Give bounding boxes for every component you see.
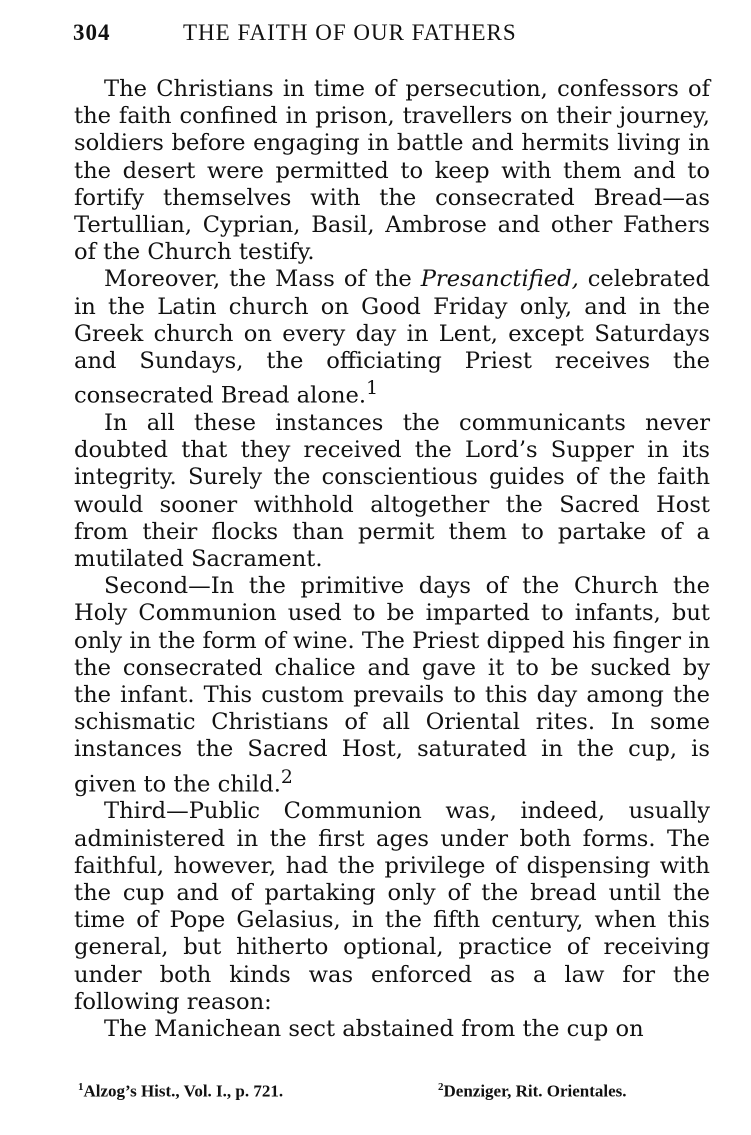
- emphasis-presanctified: Presanctified,: [420, 266, 579, 293]
- paragraph-1: [74, 76, 710, 266]
- paragraph-text: Third—Public Communion was, indeed, usually administered in the first ages under both forms. The faithful, however, had the privilege of dispensing with the cup and of partaking only of the bread until the time of Pope Gelasius, in the fifth century, when this general, but hitherto optional, practice of receiving under both kinds was enforced as a law for the following reason:: [74, 798, 710, 1015]
- page-number: 304: [73, 20, 111, 45]
- footnote-text: Alzog’s Hist., Vol. I., p. 721.: [83, 1081, 284, 1101]
- paragraph-text: In all these instances the communicants never doubted that they received the Lord’s Supper in its integrity. Surely the conscientious guides of the faith would sooner withhold altogether the Sacred Host from their flocks than permit them to partake of a mutilated Sacrament.: [74, 409, 710, 572]
- paragraph-text: Moreover, the Mass of the: [104, 266, 421, 293]
- footnote-ref-1: 1: [366, 378, 379, 400]
- page-header: [73, 20, 713, 50]
- footnote-2: [438, 1081, 627, 1102]
- paragraph-text: The Manichean sect abstained from the cup on: [104, 1015, 644, 1042]
- footnote-1: [78, 1081, 283, 1102]
- paragraph-text: Second—In the primitive days of the Church the Holy Communion used to be imparted to infants, but only in the form of wine. The Priest dipped his finger in the consecrated chalice and gave it to be sucked by the infant. This custom prevails to this day among the schismatic Christians of all Oriental rites. In some instances the Sacred Host, saturated in the cup, is given to the child.: [74, 573, 710, 798]
- paragraph-2: [74, 266, 710, 410]
- footnote-mark: 1: [78, 1081, 84, 1093]
- footnotes: [74, 1081, 710, 1107]
- footnote-ref-2: 2: [280, 766, 293, 788]
- running-title: THE FAITH OF OUR FATHERS: [183, 20, 517, 45]
- body-text: [74, 76, 710, 1043]
- paragraph-6: [74, 1016, 710, 1043]
- paragraph-5: [74, 798, 710, 1016]
- paragraph-4: [74, 573, 710, 798]
- paragraph-text: The Christians in time of persecution, confessors of the faith confined in prison, travellers on their journey, soldiers before engaging in battle and hermits living in the desert were permitted to keep with them and to fortify themselves with the consecrated Bread—as Tertullian, Cyprian, Basil, Ambrose and other Fathers of the Church testify.: [74, 76, 710, 266]
- paragraph-text-continued: celebrated in the Latin church on Good Friday only, and in the Greek church on every day in Lent, except Saturdays and Sundays, the officiating Priest receives the consecrated Bread alone.: [74, 266, 710, 409]
- footnote-text: Denziger, Rit. Orientales.: [443, 1081, 627, 1101]
- footnote-mark: 2: [438, 1081, 444, 1093]
- paragraph-3: [74, 410, 710, 573]
